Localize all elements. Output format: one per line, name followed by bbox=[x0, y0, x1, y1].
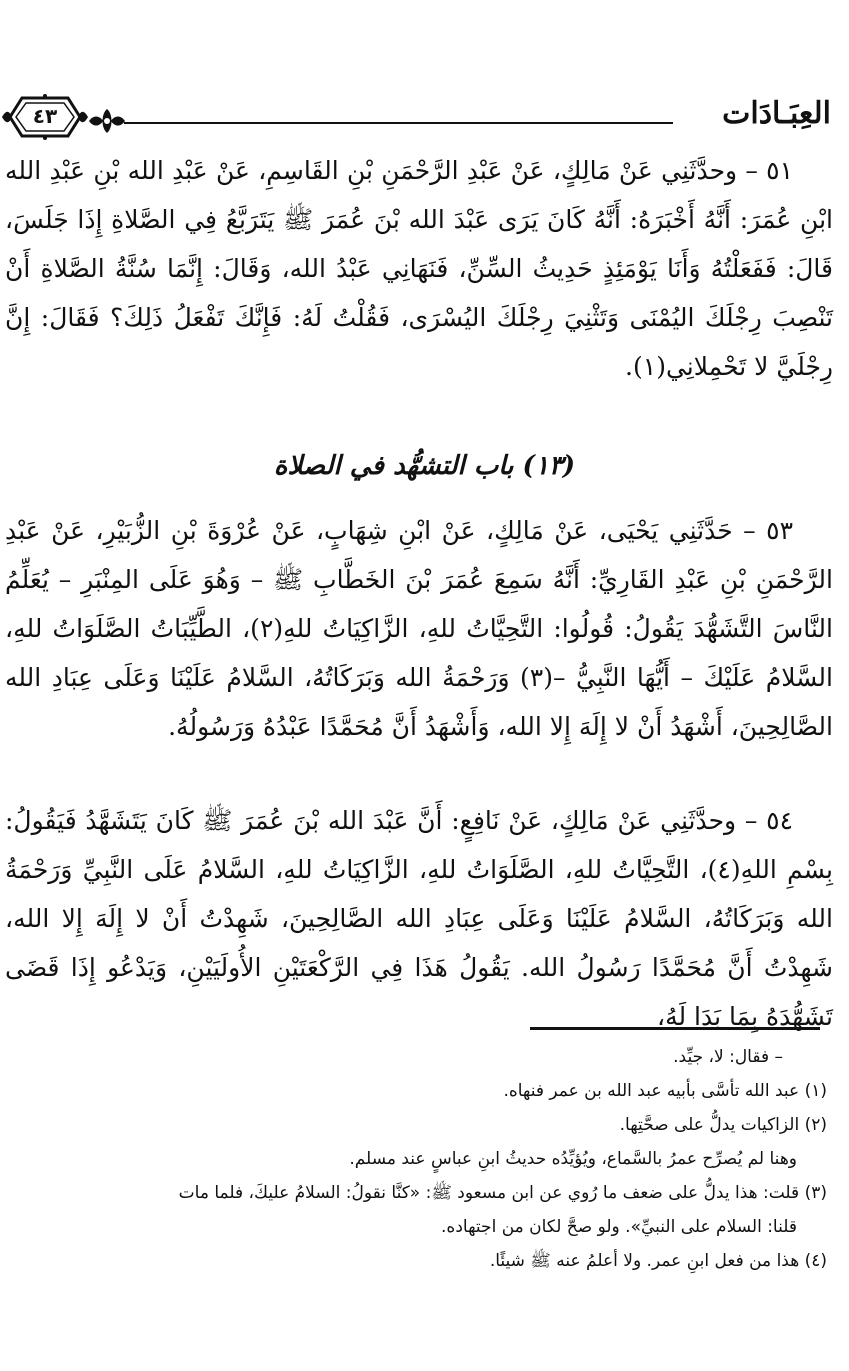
footnotes bbox=[27, 1040, 827, 1278]
footnote-3: (٣) قلت: هذا يدلُّ على ضعف ما رُوي عن ابن مسعود ﷺ: «كنَّا نقولُ: السلامُ عليكَ، فلما مات bbox=[178, 1183, 827, 1203]
hadith-53-text: ٥٣ – حَدَّثَنِي يَحْيَى، عَنْ مَالِكٍ، عَنْ ابْنِ شِهَابٍ، عَنْ عُرْوَةَ بْنِ الزُّبَيْرِ، عَنْ عَبْدِ الرَّحْمَنِ بْنِ عَبْدِ القَارِيِّ: أَنَّهُ سَمِعَ عُمَرَ بْنَ الخَطَّابِ ﷺ – وَهُوَ عَلَى المِنْبَرِ – يُعَلِّمُ النَّاسَ التَّشَهُّدَ يَقُولُ: قُولُوا: التَّحِيَّاتُ للهِ، الزَّاكِيَاتُ للهِ(٢)، الطَّيِّبَاتُ الصَّلَوَاتُ للهِ، السَّلامُ عَلَيْكَ – أَيُّهَا النَّبِيُّ –(٣) وَرَحْمَةُ الله وَبَرَكَاتُهُ، السَّلامُ عَلَيْنَا وَعَلَى عِبَادِ الله الصَّالِحِينَ، أَشْهَدُ أَنْ لا إِلَهَ إِلا الله، وَأَشْهَدُ أَنَّ مُحَمَّدًا عَبْدُهُ وَرَسُولُهُ. bbox=[5, 516, 833, 741]
page-header bbox=[0, 92, 849, 142]
footnote-2-continuation: وهنا لم يُصرِّح عمرُ بالسَّماع، ويُؤيِّدُه حديثُ ابنِ عباسٍ عند مسلم. bbox=[349, 1149, 797, 1169]
hadith-54-paragraph bbox=[5, 796, 833, 1041]
footnote-continuation: – فقال: لا، جيِّد. bbox=[673, 1047, 783, 1067]
footnote-3-continuation: قلنا: السلام على النبيِّ». ولو صحَّ لكان من اجتهاده. bbox=[441, 1217, 797, 1237]
page-number-frame bbox=[0, 92, 90, 142]
footnote-4: (٤) هذا من فعل ابنِ عمر. ولا أعلمُ عنه ﷺ شيئًا. bbox=[489, 1251, 827, 1271]
footnote-1: (١) عبد الله تأسَّى بأبيه عبد الله بن عمر فنهاه. bbox=[503, 1081, 827, 1101]
hadith-51-paragraph bbox=[5, 146, 833, 391]
running-title: العِبَـادَات bbox=[722, 96, 831, 131]
footnote-2: (٢) الزاكيات يدلُّ على صحَّتِها. bbox=[619, 1115, 827, 1135]
hadith-53-paragraph bbox=[5, 506, 833, 751]
floral-ornament-icon bbox=[86, 106, 128, 136]
hadith-54-text: ٥٤ – وحدَّثَنِي عَنْ مَالِكٍ، عَنْ نَافِعٍ: أَنَّ عَبْدَ الله بْنَ عُمَرَ ﷺ كَانَ يَتَشَهَّدُ فَيَقُولُ: بِسْمِ اللهِ(٤)، التَّحِيَّاتُ للهِ، الصَّلَوَاتُ للهِ، الزَّاكِيَاتُ للهِ، السَّلامُ عَلَى النَّبِيِّ وَرَحْمَةُ الله وَبَرَكَاتُهُ، السَّلامُ عَلَيْنَا وَعَلَى عِبَادِ الله الصَّالِحِينَ، شَهِدْتُ أَنْ لا إِلَهَ إِلا الله، شَهِدْتُ أَنَّ مُحَمَّدًا رَسُولُ الله. يَقُولُ هَذَا فِي الرَّكْعَتَيْنِ الأُولَيَيْنِ، وَيَدْعُو إِذَا قَضَى تَشَهُّدَهُ بِمَا بَدَا لَهُ، bbox=[5, 806, 833, 1031]
hadith-51-text: ٥١ – وحدَّثَنِي عَنْ مَالِكٍ، عَنْ عَبْدِ الرَّحْمَنِ بْنِ القَاسِمِ، عَنْ عَبْدِ الله بْنِ عَبْدِ الله ابْنِ عُمَرَ: أَنَّهُ أَخْبَرَهُ: أَنَّهُ كَانَ يَرَى عَبْدَ الله بْنَ عُمَرَ ﷺ يَتَرَبَّعُ فِي الصَّلاةِ إِذَا جَلَسَ، قَالَ: فَفَعَلْتُهُ وَأَنَا يَوْمَئِذٍ حَدِيثُ السِّنِّ، فَنَهَانِي عَبْدُ الله، وَقَالَ: إِنَّمَا سُنَّةُ الصَّلاةِ أَنْ تَنْصِبَ رِجْلَكَ اليُمْنَى وَتَثْنِيَ رِجْلَكَ اليُسْرَى، فَقُلْتُ لَهُ: فَإِنَّكَ تَفْعَلُ ذَلِكَ؟ فَقَالَ: إِنَّ رِجْلَيَّ لا تَحْمِلانِي(١). bbox=[5, 156, 833, 381]
footnote-separator bbox=[530, 1027, 820, 1030]
page-number: ٤٣ bbox=[32, 104, 58, 128]
header-rule bbox=[124, 122, 673, 124]
section-heading: (١٣) باب التشهُّد في الصلاة bbox=[273, 451, 576, 481]
